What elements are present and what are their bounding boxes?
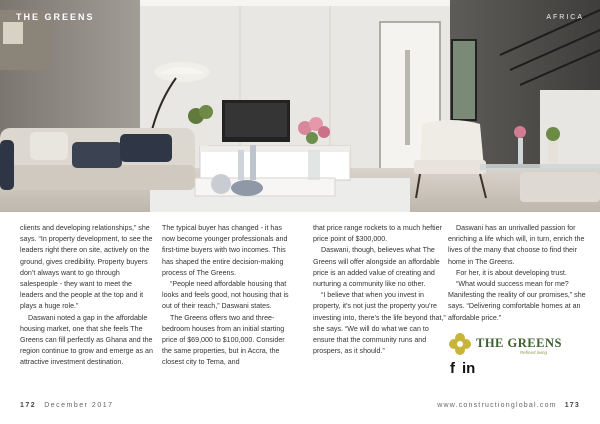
paragraph: Daswani noted a gap in the affordable housing market, one that she feels The Greens can fill perfectly as Ghana and the region continue to grow and emerge as an attractive investment destination. [20,313,153,367]
paragraph: that price range rockets to a much heftier price point of $300,000. [313,224,442,244]
logo-tagline: Refined living [520,350,548,355]
paragraph: “People need affordable housing that looks and feels good, not housing that is out of their reach,” Daswani states. [162,280,289,311]
the-greens-logo[interactable] [448,332,578,358]
paragraph: Daswani has an unrivalled passion for enriching a life which will, in turn, enrich the lives of the many that choose to find their home in The Greens. [448,224,585,266]
clover-logo-icon [448,332,472,356]
footer-right [437,402,580,409]
section-title: THE GREENS [16,12,95,22]
page-number-left: 172 [20,402,37,409]
paragraph: For her, it is about developing trust. [456,268,567,277]
page-number-right: 173 [564,402,580,409]
social-links [450,360,475,378]
footer-left [20,402,114,409]
website-link[interactable]: www.constructionglobal.com [437,402,557,409]
paragraph: “What would success mean for me? Manifesting the reality of our promises,” she says. “Delivering comfortable homes at an affordable price.” [448,280,586,322]
linkedin-icon[interactable]: in [462,360,476,377]
region-tag: AFRICA [546,14,584,21]
article-column-2 [162,223,296,369]
article-column-4 [448,223,586,324]
paragraph: The typical buyer has changed - it has now become younger professionals and first-time buyers with two incomes. This has shaped the entire decision-making process of The Greens. [162,224,288,277]
issue-date: December 2017 [44,402,114,409]
facebook-icon[interactable]: f [450,360,455,377]
paragraph: Daswani, though, believes what The Greens will offer alongside an affordable price is an added value of creating and nurturing a community like no other. [313,246,440,289]
paragraph: clients and developing relationships,” she says. “In property development, to see the leaders right there on site, actively on the ground, gives credibility. Property buyers don’t always want to go through salespeople - they want to meet the leaders and the people at the top and it plays a huge role.” [20,224,153,311]
paragraph: The Greens offers two and three-bedroom houses from an initial starting price of $69,000 to $100,000. Consider the same properties, but in Accra, the closest city to Tema, and [162,313,285,367]
logo-name: THE GREENS [476,336,562,350]
paragraph: “I believe that when you invest in property, it’s not just the property you’re investing into, there’s the life beyond that,” she says. “We will do what we can to ensure that the community runs and prospers, as it should.” [313,291,446,356]
article-column-1 [20,223,154,369]
article-column-3 [313,223,447,357]
